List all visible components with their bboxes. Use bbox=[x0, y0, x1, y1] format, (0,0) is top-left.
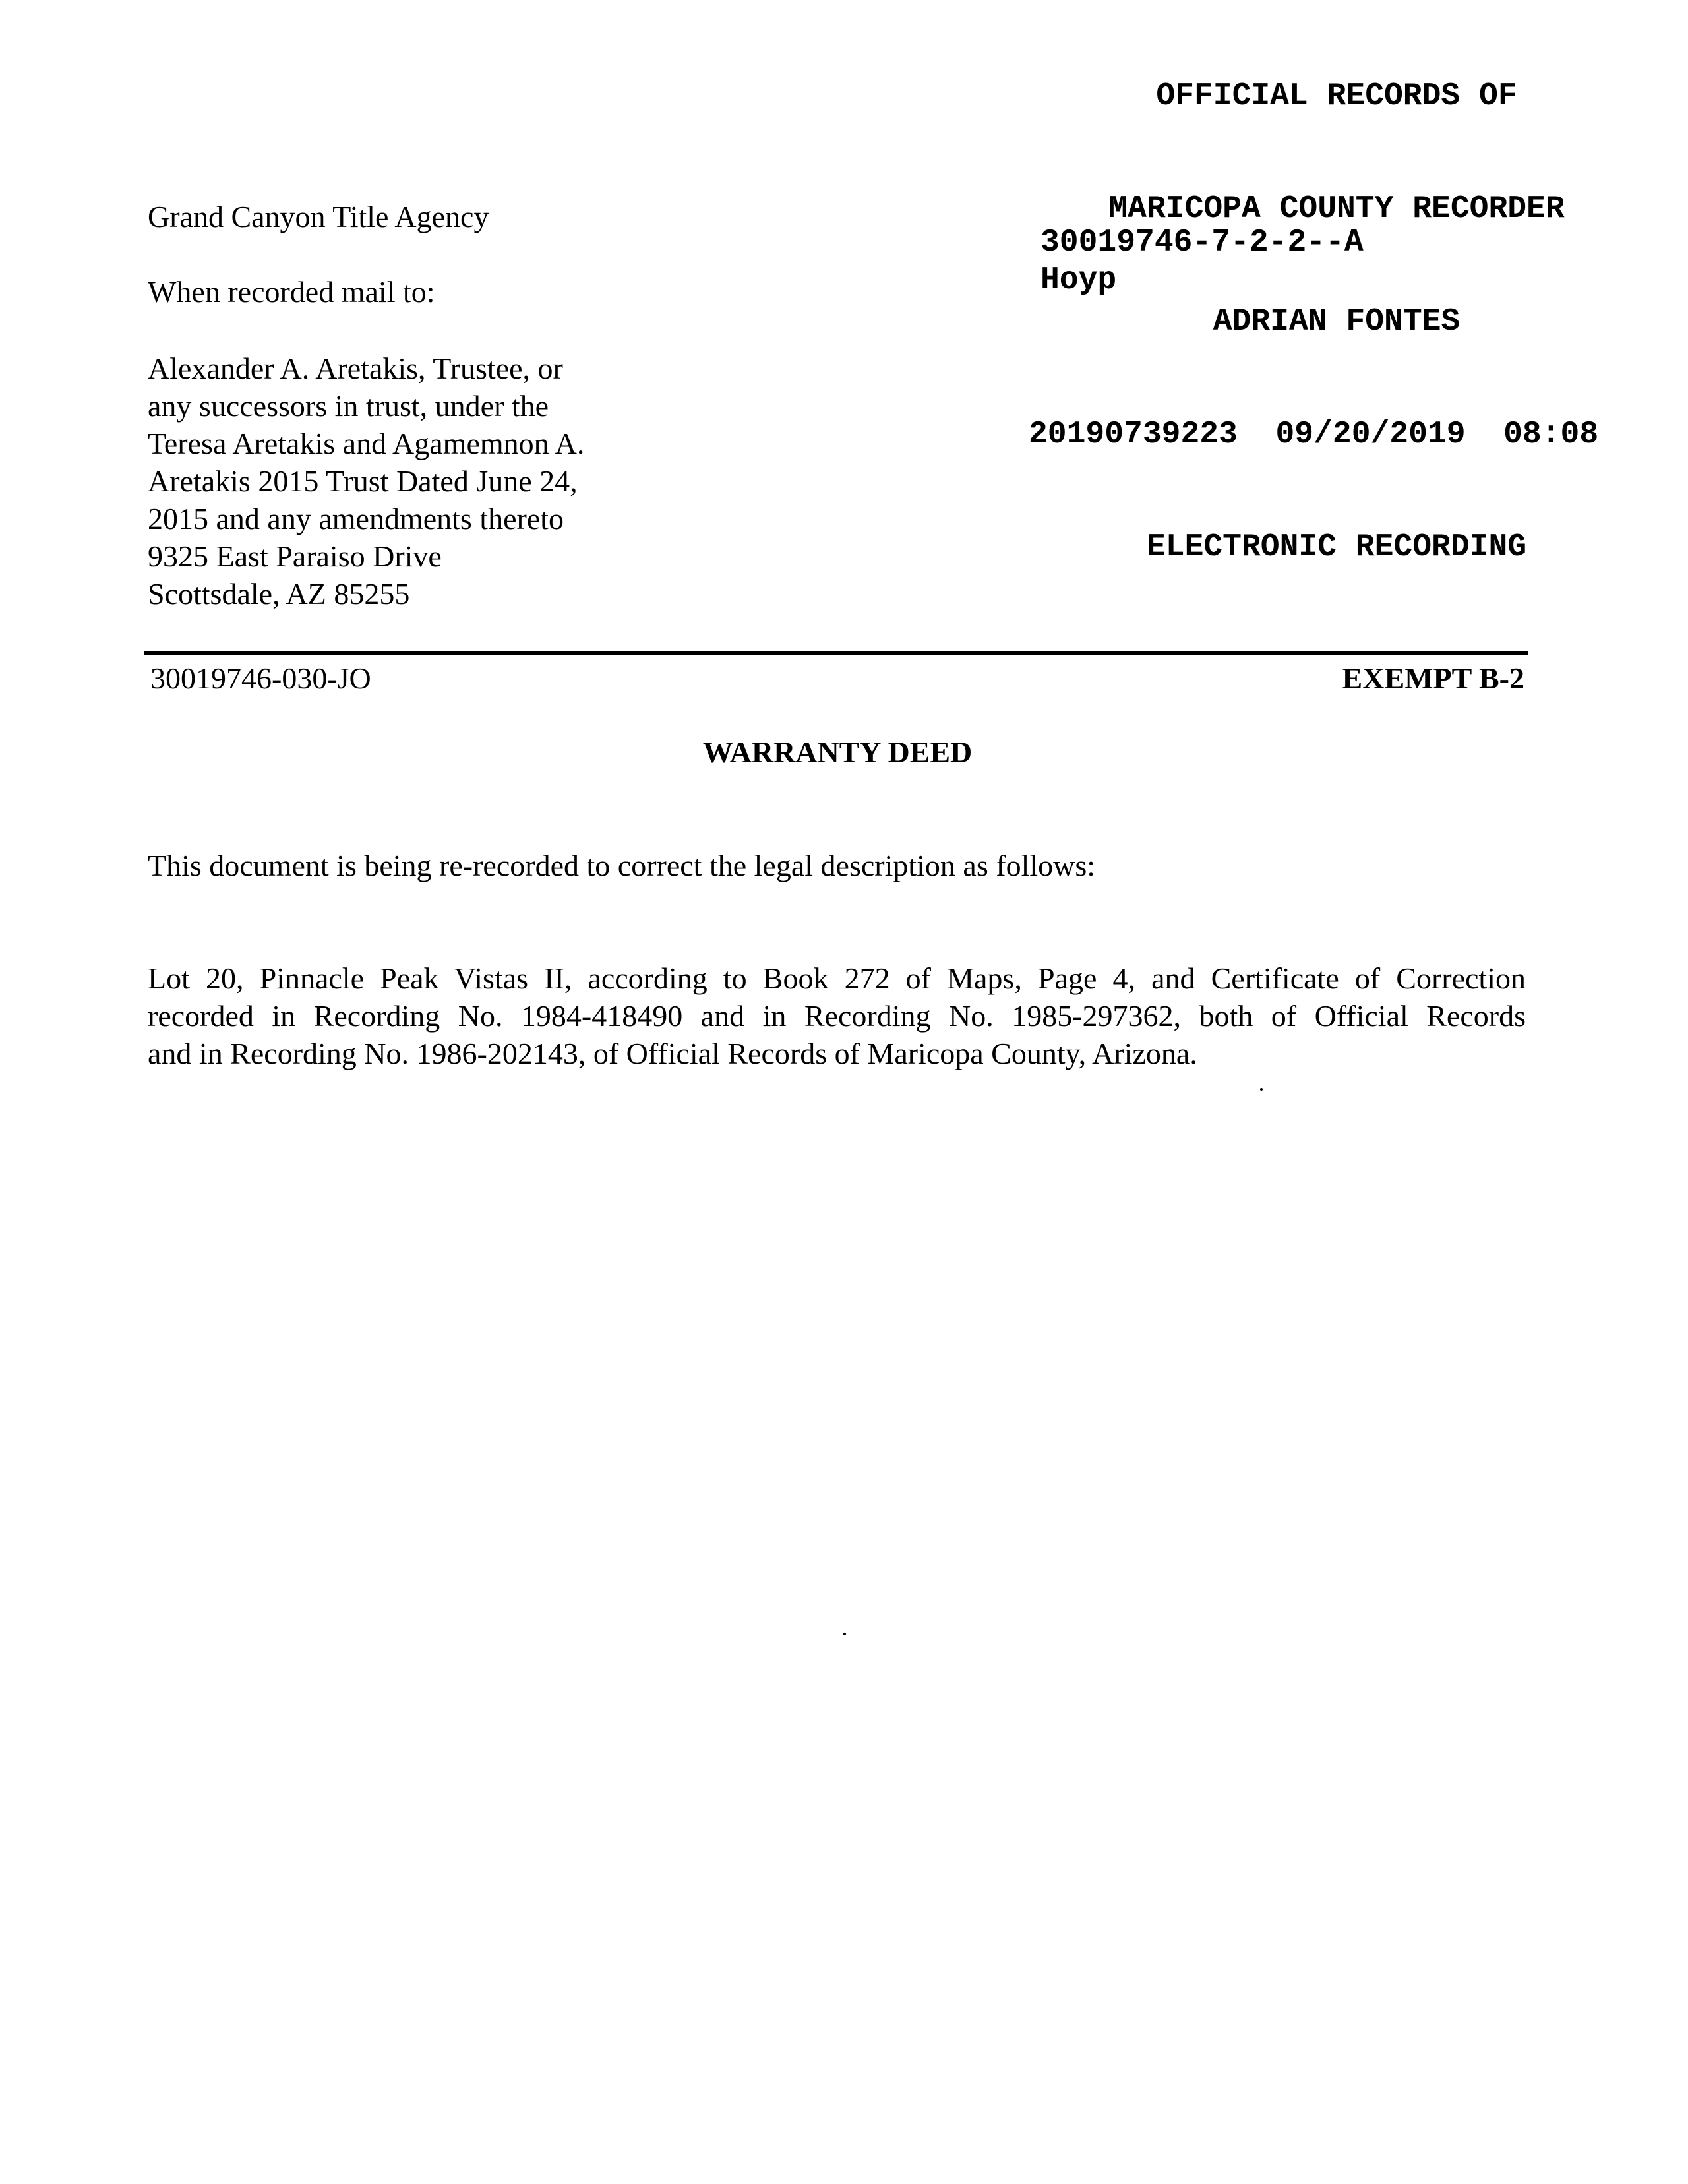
stray-mark bbox=[1260, 1088, 1263, 1091]
stamp-line-electronic-recording: ELECTRONIC RECORDING bbox=[1146, 530, 1527, 565]
document-title: WARRANTY DEED bbox=[702, 735, 973, 769]
address-line: 2015 and any amendments thereto bbox=[148, 502, 564, 535]
stamp-line-county-recorder: MARICOPA COUNTY RECORDER bbox=[1108, 191, 1565, 227]
stamp-reference-number: 30019746-7-2-2--A bbox=[1040, 225, 1364, 260]
stamp-initials: Hoyp bbox=[1040, 262, 1117, 298]
mailing-address bbox=[148, 349, 741, 613]
stamp-line-recorder-name: ADRIAN FONTES bbox=[1213, 304, 1461, 340]
mail-to-label: When recorded mail to: bbox=[148, 275, 435, 309]
stamp-record-number: 20190739223 bbox=[1029, 417, 1238, 452]
rerecord-note: This document is being re-recorded to correct the legal description as follows: bbox=[148, 849, 1096, 882]
address-line: any successors in trust, under the bbox=[148, 389, 549, 423]
address-line: 9325 East Paraiso Drive bbox=[148, 539, 442, 573]
stamp-record-time: 08:08 bbox=[1503, 417, 1599, 452]
legal-description-line: Lot 20, Pinnacle Peak Vistas II, according to Book 272 of Maps, Page 4, and Certificate of Correction bbox=[148, 961, 1526, 995]
address-line: Alexander A. Aretakis, Trustee, or bbox=[148, 351, 563, 385]
title-agency: Grand Canyon Title Agency bbox=[148, 200, 489, 233]
legal-description bbox=[148, 959, 1526, 1072]
stamp-reference-block bbox=[1040, 224, 1364, 299]
legal-description-line: and in Recording No. 1986-202143, of Official Records of Maricopa County, Arizona. bbox=[148, 1037, 1197, 1070]
horizontal-divider bbox=[144, 651, 1528, 655]
address-line: Teresa Aretakis and Agamemnon A. bbox=[148, 427, 585, 460]
stamp-record-date: 09/20/2019 bbox=[1275, 417, 1466, 452]
address-line: Scottsdale, AZ 85255 bbox=[148, 577, 410, 611]
exempt-code: EXEMPT B-2 bbox=[1342, 661, 1524, 695]
stamp-line-official-records: OFFICIAL RECORDS OF bbox=[1156, 78, 1517, 114]
file-number: 30019746-030-JO bbox=[150, 661, 371, 695]
stray-mark bbox=[843, 1633, 846, 1635]
recorder-stamp bbox=[1029, 3, 1655, 642]
stamp-record-line bbox=[1029, 416, 1655, 454]
legal-description-line: recorded in Recording No. 1984-418490 and in Recording No. 1985-297362, both of Official Records bbox=[148, 999, 1526, 1033]
address-line: Aretakis 2015 Trust Dated June 24, bbox=[148, 464, 578, 498]
